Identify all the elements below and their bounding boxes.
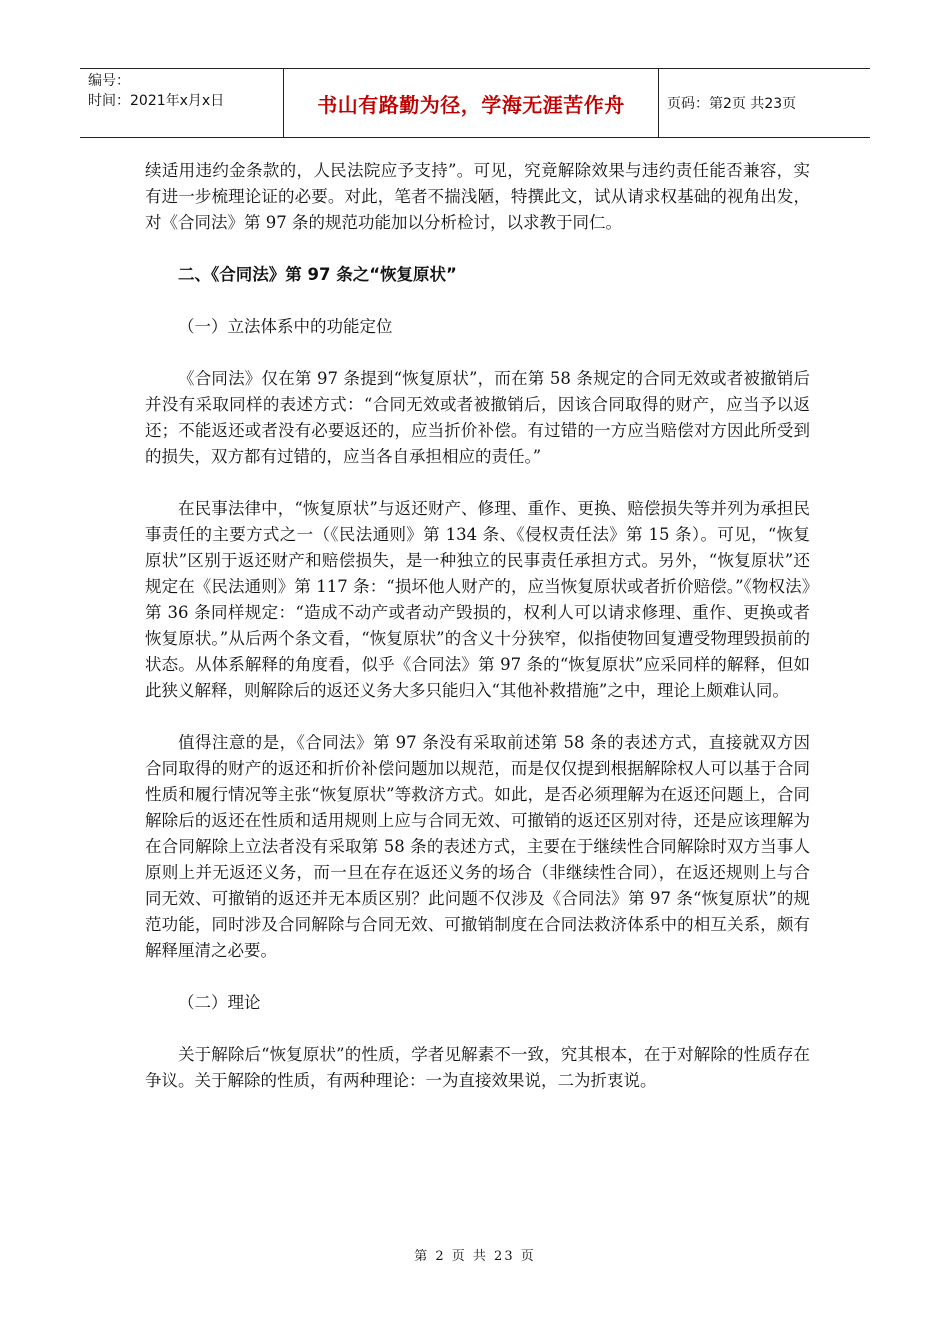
header-table: [80, 68, 870, 138]
serial-label: 编号：: [88, 73, 130, 89]
subsection-heading-1: （一）立法体系中的功能定位: [178, 317, 393, 336]
header-right-cell: [659, 69, 870, 137]
paragraph-4: 在民事法律中，“恢复原状”与返还财产、修理、重作、更换、赔偿损失等并列为承担民事责任的主要方式之一（《民法通则》第 134 条、《侵权责任法》第 15 条）。可见，“恢复原状”区别于返还财产和赔偿损失，是一种独立的民事责任承担方式。另外，“恢复原状”还规定在《民法通则》第 117 条：“损坏他人财产的，应当恢复原状或者折价赔偿。”《物权法》第 36 条同样规定：“造成不动产或者动产毁损的，权利人可以请求修理、重作、更换或者恢复原状。”从后两个条文看，“恢复原状”的含义十分狭窄，似指使物回复遭受物理毁损前的状态。从体系解释的角度看，似乎《合同法》第 97 条的“恢复原状”应采同样的解释，但如此狭义解释，则解除后的返还义务大多只能归入“其他补救措施”之中，理论上颇难认同。: [145, 499, 810, 700]
paragraph-7: 关于解除后“恢复原状”的性质，学者见解素不一致，究其根本，在于对解除的性质存在争议。关于解除的性质，有两种理论：一为直接效果说，二为折衷说。: [145, 1045, 810, 1090]
paragraph-0: 续适用违约金条款的，人民法院应予支持”。可见，究竟解除效果与违约责任能否兼容，实有进一步梳理论证的必要。对此，笔者不揣浅陋，特撰此文，试从请求权基础的视角出发，对《合同法》第 97 条的规范功能加以分析检讨，以求教于同仁。: [145, 161, 810, 232]
page-footer: 第 2 页 共 23 页: [414, 1249, 536, 1264]
page-label: 页码：第2页 共23页: [667, 96, 797, 112]
motto: 书山有路勤为径，学海无涯苦作舟: [317, 92, 625, 117]
section-heading: 二、《合同法》第 97 条之“恢复原状”: [178, 265, 457, 284]
subsection-heading-2: （二）理论: [178, 993, 261, 1012]
paragraph-3: 《合同法》仅在第 97 条提到“恢复原状”，而在第 58 条规定的合同无效或者被撤销后并没有采取同样的表述方式：“合同无效或者被撤销后，因该合同取得的财产，应当予以返还；不能返还或者没有必要返还的，应当折价补偿。有过错的一方应当赔偿对方因此所受到的损失，双方都有过错的，应当各自承担相应的责任。”: [145, 369, 810, 466]
header-motto-cell: [283, 69, 659, 137]
paragraph-5: 值得注意的是，《合同法》第 97 条没有采取前述第 58 条的表述方式，直接就双方因合同取得的财产的返还和折价补偿问题加以规范，而是仅仅提到根据解除权人可以基于合同性质和履行情况等主张“恢复原状”等救济方式。如此，是否必须理解为在返还问题上，合同解除后的返还在性质和适用规则上应与合同无效、可撤销的返还区别对待，还是应该理解为在合同解除上立法者没有采取第 58 条的表述方式，主要在于继续性合同解除时双方当事人原则上并无返还义务，而一旦在存在返还义务的场合（非继续性合同），在返还规则上与合同无效、可撤销的返还并无本质区别？此问题不仅涉及《合同法》第 97 条“恢复原状”的规范功能，同时涉及合同解除与合同无效、可撤销制度在合同法救济体系中的相互关系，颇有解释厘清之必要。: [145, 733, 810, 960]
time-label: 时间：2021年x月x日: [88, 93, 225, 109]
document-body: [145, 158, 810, 1120]
header-left-cell: [80, 69, 283, 137]
